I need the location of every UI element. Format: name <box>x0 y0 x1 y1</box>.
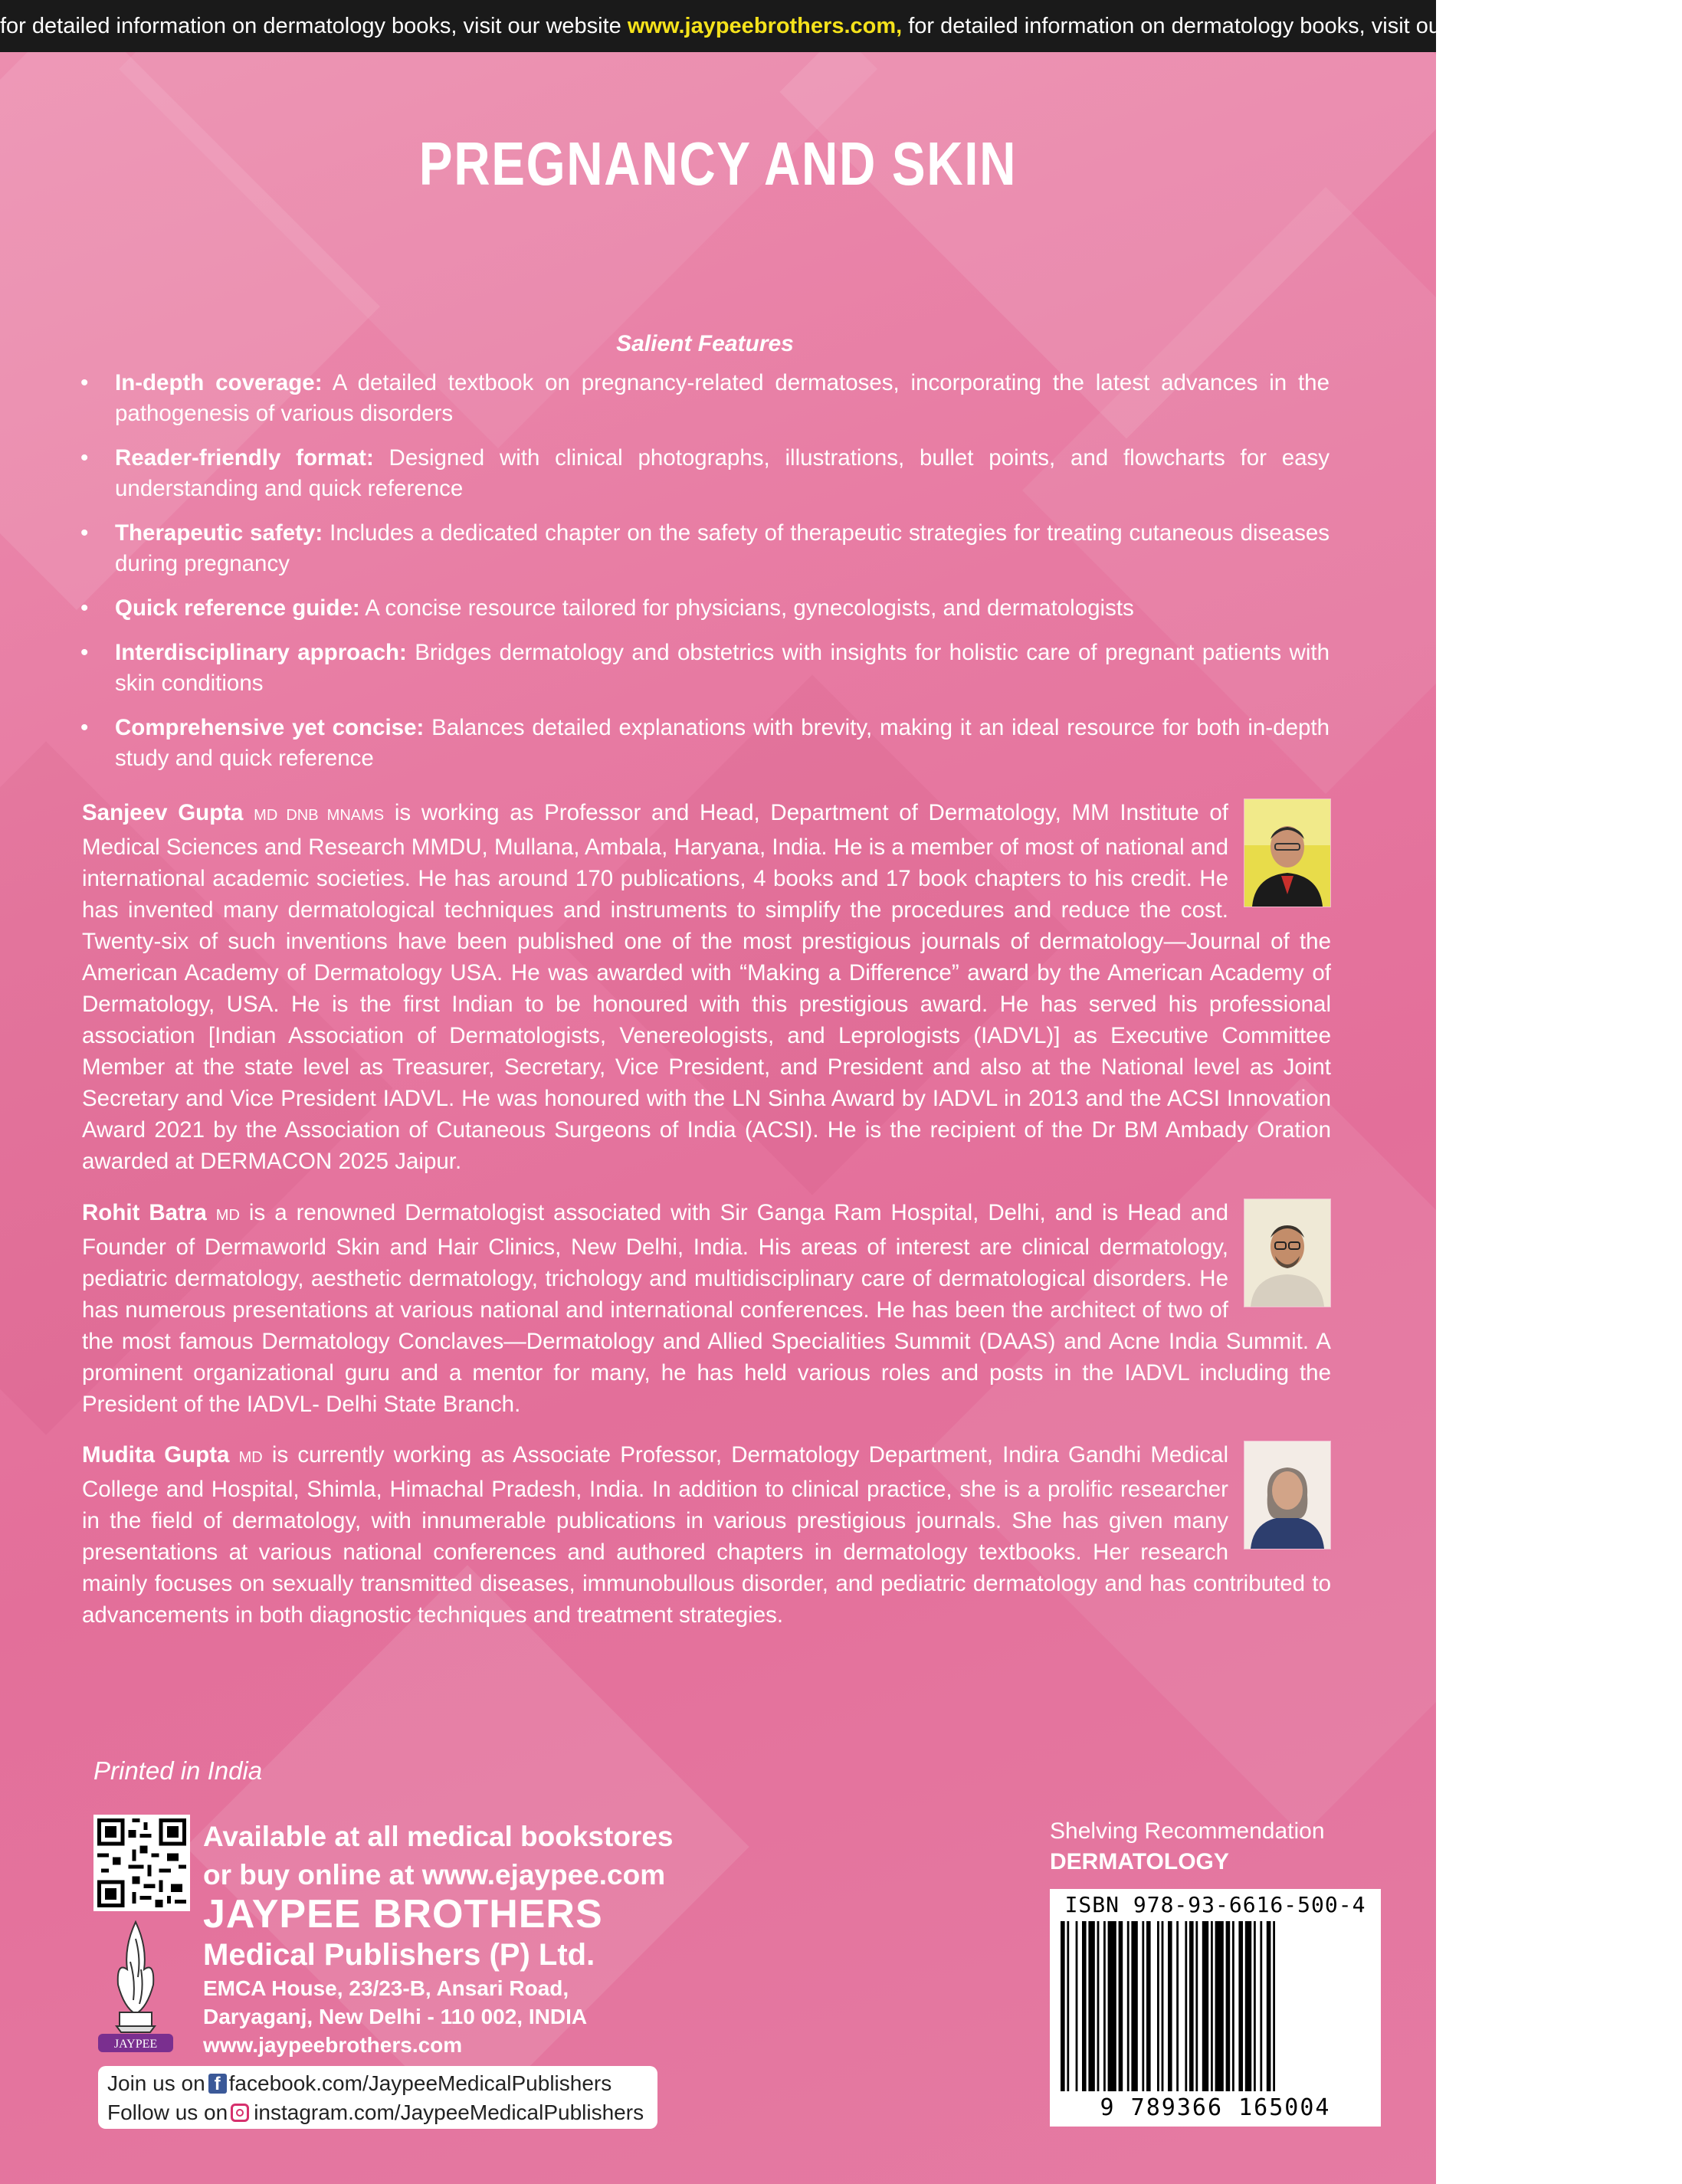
feature-text: Bridges dermatology and obstetrics with insights for holistic care of pregnant patients with skin conditions <box>115 640 1330 696</box>
barcode-bar <box>1245 1921 1251 2091</box>
facebook-link[interactable]: facebook.com/JaypeeMedicalPublishers <box>228 2071 612 2095</box>
author-bio-sanjeev-gupta <box>82 797 1331 1177</box>
publisher-subtitle: Medical Publishers (P) Ltd. <box>203 1938 595 1972</box>
barcode-bar <box>1168 1921 1172 2091</box>
barcode-bar <box>1127 1921 1130 2091</box>
website-banner <box>0 0 1530 52</box>
availability-line: Available at all medical bookstores <box>203 1821 674 1852</box>
join-prefix: Join us on <box>107 2071 205 2095</box>
barcode-bar <box>1097 1921 1100 2091</box>
author-bio-text: is working as Professor and Head, Department of Dermatology, MM Institute of Medical Sciences and Research MMDU, Mullana, Ambala, Haryana, India. He is a member of most of national and international academic societies. He has around 170 publications, 4 books and 17 book chapters to his credit. He has invented many dermatological techniques and instruments to simplify the procedures and reduce the cost. Twenty-six of such inventions have been published one of the most prestigious journals of dermatology—Journal of the American Academy of Dermatology USA. He was awarded with “Making a Difference” award by the American Academy of Dermatology, USA. He is the first Indian to be honoured with this prestigious award. He has served his professional association [Indian Association of Dermatologists, Venereologists, and Leprologists (IADVL)] as Executive Committee Member at the state level as Treasurer, Secretary, Vice President, and President and also at the National level as Joint Secretary and Vice President IADVL. He was honoured with the LN Sinha Award by IADVL in 2013 and the ACSI Innovation Award 2021 by the Association of Cutaneous Surgeons of India (ACSI). He is the recipient of the Dr BM Ambady Oration awarded at DERMACON 2025 Jaipur. <box>82 800 1331 1174</box>
instagram-row <box>107 2098 648 2127</box>
follow-prefix: Follow us on <box>107 2100 228 2124</box>
feature-label: Reader-friendly format: <box>115 445 374 471</box>
feature-label: Therapeutic safety: <box>115 520 323 546</box>
shelving-category: DERMATOLOGY <box>1050 1849 1229 1874</box>
bullet-icon: • <box>80 595 89 621</box>
feature-text: Designed with clinical photographs, illustrations, bullet points, and flowcharts for easy understanding and quick reference <box>115 445 1330 501</box>
author-bio-text: is currently working as Associate Professor, Dermatology Department, Indira Gandhi Medical College and Hospital, Shimla, Himachal Pradesh, India. In addition to clinical practice, she is a prolific researcher in the field of dermatology, with innumerable publications in various prestigious journals. She has given many presentations at various national conferences and authored chapters in dermatology textbooks. Her research mainly focuses on sexually transmitted diseases, immunobullous disorder, and pediatric dermatology and has contributed to advancements in both diagnostic techniques and treatment strategies. <box>82 1442 1331 1628</box>
barcode-bar <box>1082 1921 1087 2091</box>
barcode-bar <box>1260 1921 1262 2091</box>
publisher-website[interactable]: www.jaypeebrothers.com <box>203 2033 463 2057</box>
barcode-bar <box>1076 1921 1078 2091</box>
address-line: EMCA House, 23/23-B, Ansari Road, <box>203 1976 569 2000</box>
feature-label: Interdisciplinary approach: <box>115 640 407 665</box>
features-heading: Salient Features <box>616 331 794 356</box>
barcode-bar <box>1131 1921 1137 2091</box>
barcode-bar <box>1238 1921 1243 2091</box>
author-photo <box>1244 799 1331 907</box>
banner-url[interactable]: www.jaypeebrothers.com, <box>627 14 903 38</box>
barcode-bar <box>1202 1921 1208 2091</box>
author-photo <box>1244 1199 1331 1307</box>
banner-prefix: for detailed information on dermatology books, visit our website <box>0 14 628 38</box>
social-links-box <box>98 2066 657 2129</box>
author-bio-text: is a renowned Dermatologist associated with Sir Ganga Ram Hospital, Delhi, and is Head and Founder of Dermaworld Skin and Hair Clinics, New Delhi, India. His areas of interest are clinical dermatology, pediatric dermatology, aesthetic dermatology, trichology and multidisciplinary care of dermatological disorders. He has numerous presentations at various national and international conferences. He has been the architect of two of the most famous Dermatology Conclaves—Dermatology and Allied Specialities Summit (DAAS) and Acne India Summit. A prominent organizational guru and a mentor for many, he has held various roles and posts in the IADVL including the President of the IADVL- Delhi State Branch. <box>82 1200 1331 1417</box>
barcode-bar <box>1061 1921 1065 2091</box>
author-credentials: MD DNB MNAMS <box>254 807 385 824</box>
publisher-name: JAYPEE BROTHERS <box>203 1892 603 1936</box>
availability-text <box>203 1818 673 1894</box>
address-line: Daryaganj, New Delhi - 110 002, INDIA <box>203 2005 588 2028</box>
banner-suffix: for detailed information on dermatology books, visit our website <box>902 14 1530 38</box>
feature-item <box>80 593 1330 624</box>
feature-text: Balances detailed explanations with brevity, making it an ideal resource for both in-depth study and quick reference <box>115 715 1330 771</box>
feature-label: Quick reference guide: <box>115 595 360 621</box>
barcode-bar <box>1215 1921 1224 2091</box>
facebook-icon: f <box>208 2074 227 2094</box>
barcode-bar <box>1273 1921 1275 2091</box>
barcode-bar <box>1226 1921 1231 2091</box>
author-name: Mudita Gupta <box>82 1442 230 1467</box>
shelving-label: Shelving Recommendation <box>1050 1818 1325 1844</box>
barcode-bar <box>1103 1921 1106 2091</box>
barcode-bar <box>1067 1921 1069 2091</box>
author-bio-mudita-gupta <box>82 1439 1331 1631</box>
author-bio-rohit-batra <box>82 1197 1331 1420</box>
barcode-bar <box>1176 1921 1179 2091</box>
barcode-bar <box>1254 1921 1256 2091</box>
bullet-icon: • <box>80 445 89 471</box>
availability-link[interactable]: or buy online at www.ejaypee.com <box>203 1859 666 1891</box>
author-credentials: MD <box>238 1449 263 1466</box>
bullet-icon: • <box>80 640 89 665</box>
printed-in-india: Printed in India <box>93 1756 263 1785</box>
barcode-bar <box>1119 1921 1123 2091</box>
instagram-link[interactable]: instagram.com/JaypeeMedicalPublishers <box>254 2100 644 2124</box>
author-photo <box>1244 1441 1331 1549</box>
barcode-bar <box>1157 1921 1159 2091</box>
feature-item <box>80 518 1330 579</box>
barcode-bar <box>1189 1921 1194 2091</box>
feature-item <box>80 638 1330 699</box>
barcode-bar <box>1195 1921 1198 2091</box>
feature-text: A detailed textbook on pregnancy-related dermatoses, incorporating the latest advances in the pathogenesis of various disorders <box>115 370 1330 426</box>
bullet-icon: • <box>80 520 89 546</box>
author-name: Rohit Batra <box>82 1200 207 1225</box>
isbn-number: ISBN 978-93-6616-500-4 <box>1064 1892 1366 1917</box>
feature-label: In-depth coverage: <box>115 370 323 395</box>
barcode-bar <box>1185 1921 1187 2091</box>
instagram-icon <box>231 2104 249 2122</box>
barcode-bar <box>1232 1921 1234 2091</box>
qr-code[interactable] <box>93 1815 190 1911</box>
book-title: PREGNANCY AND SKIN <box>418 130 1018 198</box>
jaypee-logo-icon <box>93 1916 178 2054</box>
barcode-bar <box>1142 1921 1144 2091</box>
feature-text: A concise resource tailored for physicians, gynecologists, and dermatologists <box>359 595 1134 621</box>
feature-item <box>80 713 1330 774</box>
barcode-bar <box>1108 1921 1116 2091</box>
barcode-bar <box>1267 1921 1271 2091</box>
barcode-bar <box>1162 1921 1164 2091</box>
feature-label: Comprehensive yet concise: <box>115 715 425 740</box>
bullet-icon: • <box>80 715 89 740</box>
shelving-recommendation <box>1050 1816 1325 1877</box>
features-list <box>80 368 1330 788</box>
author-name: Sanjeev Gupta <box>82 800 244 825</box>
facebook-row <box>107 2069 648 2098</box>
barcode-bar <box>1211 1921 1213 2091</box>
feature-text: Includes a dedicated chapter on the safety of therapeutic strategies for treating cutaneous diseases during pregnancy <box>115 520 1330 576</box>
barcode-bars <box>1061 1921 1370 2091</box>
author-credentials: MD <box>215 1207 240 1224</box>
isbn-barcode <box>1050 1889 1381 2127</box>
bullet-icon: • <box>80 370 89 395</box>
logo-label: JAYPEE <box>113 2038 158 2051</box>
barcode-bar <box>1146 1921 1151 2091</box>
feature-item <box>80 443 1330 504</box>
publisher-address <box>203 1974 587 2059</box>
barcode-digits: 9 789366 165004 <box>1100 2094 1331 2121</box>
barcode-bar <box>1088 1921 1094 2091</box>
feature-item <box>80 368 1330 429</box>
